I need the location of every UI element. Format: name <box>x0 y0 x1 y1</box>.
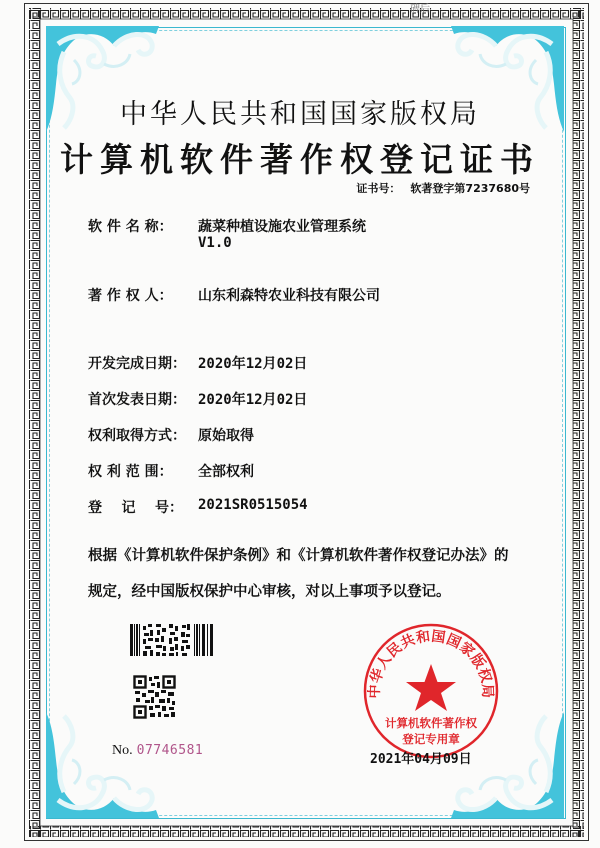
field-value: 全部权利 <box>198 464 254 480</box>
seal-inner-line-1: 计算机软件著作权 <box>385 716 477 730</box>
field-label: 权利取得方式： <box>88 428 186 444</box>
field-label: 首次发表日期： <box>88 392 186 408</box>
seal-outer-text: 中华人民共和国国家版权局 <box>366 628 496 699</box>
official-seal-icon <box>361 621 501 761</box>
serial-prefix: No. <box>112 743 133 758</box>
barcode-icon <box>130 624 214 656</box>
field-value: 蔬菜种植设施农业管理系统 <box>198 219 366 235</box>
field-value: 原始取得 <box>198 428 254 444</box>
field-rights-scope <box>88 461 254 481</box>
corner-ornament-icon <box>44 710 164 820</box>
certificate-title: 计算机软件著作权登记证书 <box>60 140 540 179</box>
field-publication-date <box>88 389 308 409</box>
serial-number <box>112 743 203 759</box>
field-label: 登 记 号： <box>88 500 183 516</box>
field-copyright-owner <box>88 285 380 305</box>
certificate-number-label: 证书号： <box>356 182 401 195</box>
certificate-number <box>356 180 530 196</box>
field-value: 2021SR0515054 <box>198 497 308 513</box>
field-label: 开发完成日期： <box>88 356 186 372</box>
field-acquisition-method <box>88 425 254 445</box>
certificate-number-value: 软著登字第7237680号 <box>410 182 530 195</box>
statement-line-1: 根据《计算机软件保护条例》和《计算机软件著作权登记办法》的 <box>88 548 509 564</box>
margin-scribble: 碑后 <box>410 4 430 15</box>
field-value: 2020年12月02日 <box>198 356 308 372</box>
field-value: 2020年12月02日 <box>198 392 308 408</box>
field-registration-number <box>88 497 308 517</box>
field-software-name <box>88 216 366 251</box>
field-development-date <box>88 353 308 373</box>
field-value-version: V1.0 <box>198 235 232 251</box>
serial-value: 07746581 <box>136 743 204 758</box>
statement-line-2: 规定，经中国版权保护中心审核，对以上事项予以登记。 <box>88 584 451 600</box>
field-label: 软 件 名 称： <box>88 219 173 235</box>
issuer-title: 中华人民共和国国家版权局 <box>120 99 480 130</box>
red-star-icon <box>406 664 456 711</box>
issue-date: 2021年04月09日 <box>370 752 472 767</box>
field-label: 著 作 权 人： <box>88 288 173 304</box>
qr-code-icon <box>133 675 176 719</box>
seal-inner-line-2: 登记专用章 <box>402 732 460 746</box>
field-value: 山东利森特农业科技有限公司 <box>198 288 380 304</box>
field-label: 权 利 范 围： <box>88 464 173 480</box>
